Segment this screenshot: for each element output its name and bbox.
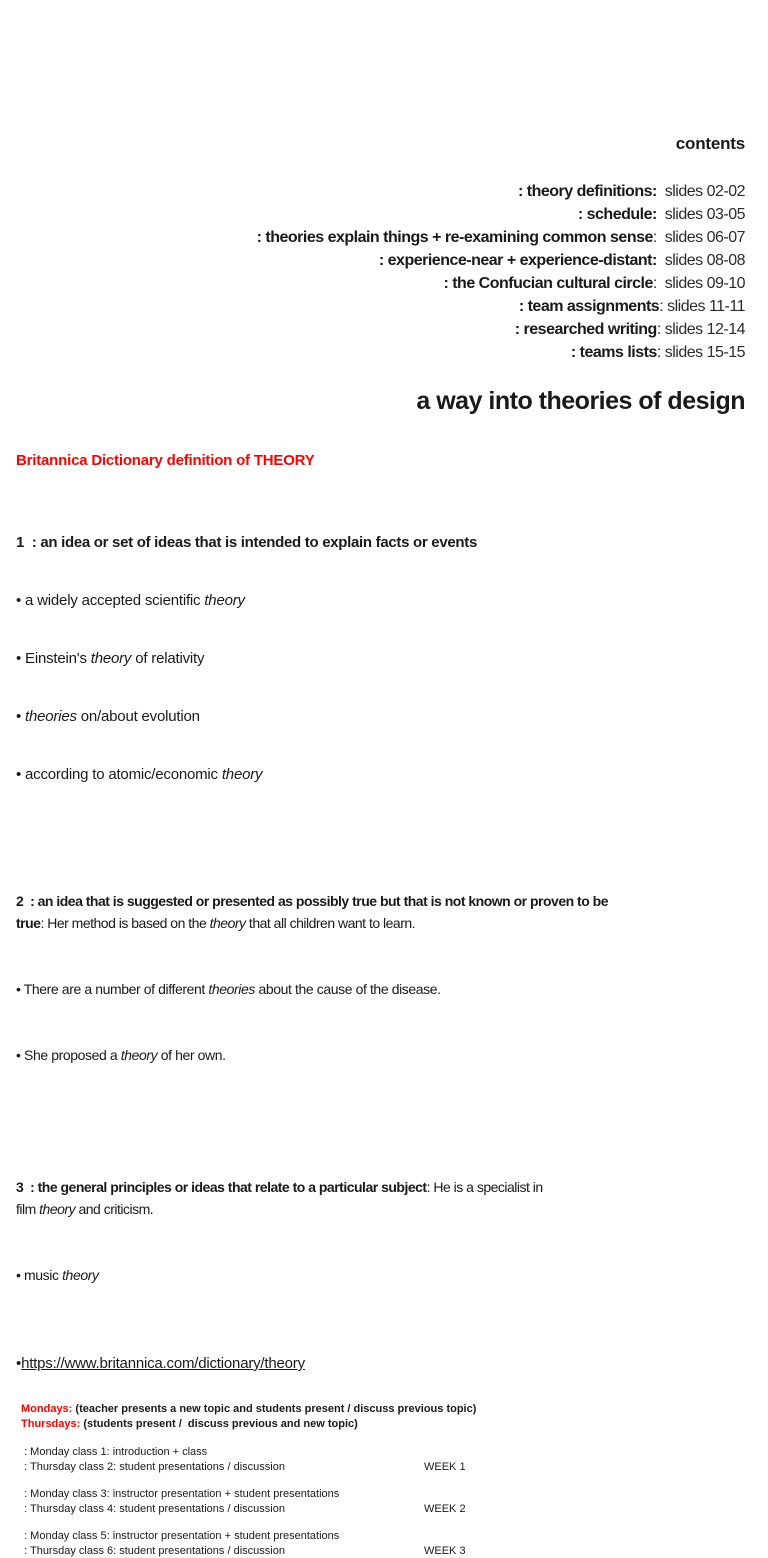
class-line: : Monday class 3: instructor presentation + student presentations <box>21 1487 768 1502</box>
example-term: theories <box>25 708 77 725</box>
class-line: : Monday class 5: instructor presentation + student presentations <box>21 1529 768 1544</box>
example-item <box>16 1264 754 1286</box>
class-line: : Thursday class 4: student presentations / discussion <box>21 1502 768 1517</box>
example-item <box>16 764 754 786</box>
week-block-3 <box>21 1529 768 1558</box>
example-text: on/about evolution <box>77 708 200 725</box>
toc-entry-pages: : slides 06-07 <box>653 229 745 246</box>
toc-entry-pages: slides 03-05 <box>657 206 745 223</box>
example-text: of relativity <box>131 650 204 667</box>
definition-3-regular: and criticism. <box>75 1201 153 1217</box>
toc-entry-label: : team assignments <box>519 298 659 315</box>
toc-entry-pages: : slides 15-15 <box>657 344 745 361</box>
example-text: of her own. <box>157 1047 225 1063</box>
example-term: theories <box>208 981 255 997</box>
example-term: theory <box>91 650 132 667</box>
definition-2-bold: true <box>16 915 40 931</box>
definition-3 <box>16 1132 754 1330</box>
definition-2 <box>16 846 754 1110</box>
toc-entry <box>0 318 745 341</box>
toc-entry <box>0 203 745 226</box>
schedule-section <box>21 1402 768 1558</box>
schedule-header-thursday <box>21 1417 768 1432</box>
definition-1 <box>16 470 754 822</box>
definition-3-regular: film <box>16 1201 39 1217</box>
definition-1-heading: 1 : an idea or set of ideas that is intended to explain facts or events <box>16 532 754 554</box>
example-term: theory <box>62 1267 99 1283</box>
week-block-1 <box>21 1445 768 1474</box>
example-text: according to atomic/economic <box>25 766 222 783</box>
definition-2-regular: : Her method is based on the <box>40 915 209 931</box>
example-text: music <box>24 1267 62 1283</box>
toc-entry-label: : schedule: <box>578 206 657 223</box>
bullet-marker: • <box>16 1267 24 1283</box>
toc-entry-pages: : slides 12-14 <box>657 321 745 338</box>
contents-heading: contents <box>0 133 745 155</box>
definition-3-regular: : He is a specialist in <box>427 1179 543 1195</box>
definition-2-text <box>16 890 754 934</box>
week-label: WEEK 1 <box>424 1460 466 1475</box>
toc-entry-pages: slides 08-08 <box>657 252 745 269</box>
example-term: theory <box>121 1047 158 1063</box>
definition-2-bold: 2 : an idea that is suggested or presented as possibly true but that is not known or proven to be <box>16 893 608 909</box>
class-line: : Thursday class 6: student presentations / discussion <box>21 1544 768 1558</box>
definition-3-term: theory <box>39 1201 75 1217</box>
toc-entry <box>0 341 745 364</box>
week-label: WEEK 2 <box>424 1502 466 1517</box>
example-text: There are a number of different <box>24 981 209 997</box>
bullet-marker: • <box>16 650 25 667</box>
toc-entry-pages: : slides 09-10 <box>653 275 745 292</box>
schedule-day-label: Thursdays: <box>21 1418 80 1430</box>
bullet-marker: • <box>16 981 24 997</box>
example-text: She proposed a <box>24 1047 121 1063</box>
definition-2-term: theory <box>210 915 246 931</box>
definition-3-text <box>16 1176 754 1220</box>
example-item <box>16 978 754 1000</box>
week-label: WEEK 3 <box>424 1544 466 1558</box>
dictionary-heading: Britannica Dictionary definition of THEORY <box>16 452 754 470</box>
schedule-day-desc: (students present / discuss previous and new topic) <box>80 1418 358 1430</box>
example-term: theory <box>204 592 245 609</box>
toc-entry-label: : teams lists <box>571 344 657 361</box>
example-item <box>16 590 754 612</box>
schedule-day-label: Mondays: <box>21 1403 72 1415</box>
toc-entry <box>0 180 745 203</box>
example-text: about the cause of the disease. <box>255 981 441 997</box>
toc-entry <box>0 249 745 272</box>
toc-entry-pages: : slides 11-11 <box>659 298 745 315</box>
contents-list <box>0 180 745 364</box>
definition-3-bold: 3 : the general principles or ideas that relate to a particular subject <box>16 1179 427 1195</box>
toc-entry <box>0 295 745 318</box>
toc-entry-label: : researched writing <box>515 321 657 338</box>
bullet-marker: • <box>16 1047 24 1063</box>
schedule-header-monday <box>21 1402 768 1417</box>
toc-entry-label: : theory definitions: <box>518 183 657 200</box>
dictionary-link-line <box>16 1354 754 1374</box>
schedule-day-desc: (teacher presents a new topic and students present / discuss previous topic) <box>72 1403 476 1415</box>
toc-entry-label: : experience-near + experience-distant: <box>379 252 657 269</box>
example-term: theory <box>222 766 263 783</box>
example-text: a widely accepted scientific <box>25 592 204 609</box>
example-item <box>16 648 754 670</box>
example-item <box>16 706 754 728</box>
toc-entry <box>0 226 745 249</box>
bullet-marker: • <box>16 708 25 725</box>
week-block-2 <box>21 1487 768 1516</box>
page-title: a way into theories of design <box>0 386 768 416</box>
contents-section <box>0 0 768 364</box>
class-line: : Monday class 1: introduction + class <box>21 1445 768 1460</box>
class-line: : Thursday class 2: student presentations / discussion <box>21 1460 768 1475</box>
example-text: Einstein's <box>25 650 91 667</box>
dictionary-link[interactable]: https://www.britannica.com/dictionary/theory <box>21 1355 305 1372</box>
dictionary-section <box>16 452 754 1374</box>
bullet-marker: • <box>16 766 25 783</box>
definition-2-regular: that all children want to learn. <box>246 915 416 931</box>
example-item <box>16 1044 754 1066</box>
toc-entry-pages: slides 02-02 <box>657 183 745 200</box>
bullet-marker: • <box>16 592 25 609</box>
toc-entry-label: : the Confucian cultural circle <box>443 275 652 292</box>
bullet-marker: • <box>16 1355 21 1372</box>
toc-entry <box>0 272 745 295</box>
toc-entry-label: : theories explain things + re-examining common sense <box>257 229 653 246</box>
